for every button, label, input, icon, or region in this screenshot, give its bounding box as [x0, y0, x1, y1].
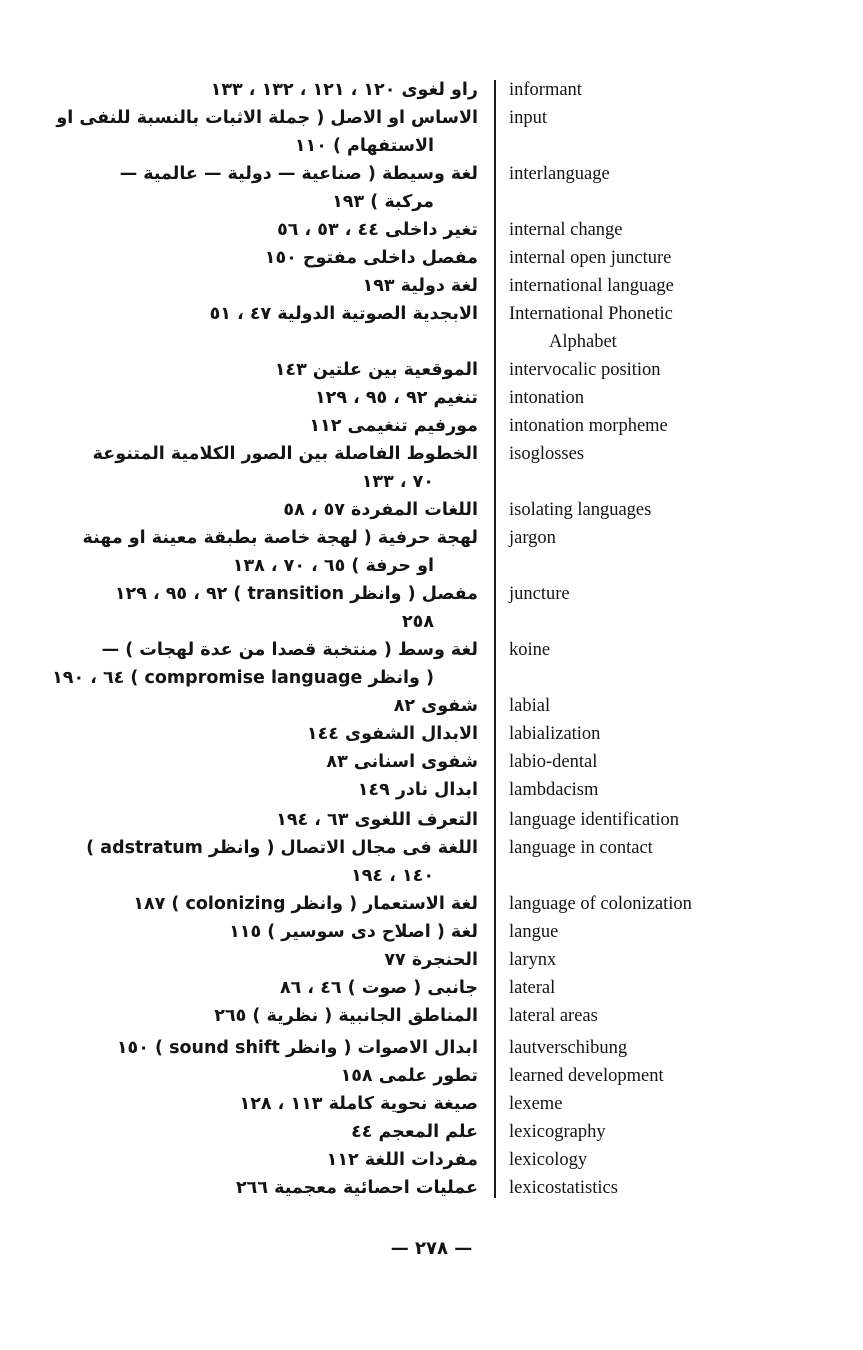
index-entry — [0, 244, 863, 272]
page-number: — ٢٧٨ — — [390, 1238, 473, 1259]
arabic-definition: الاساس او الاصل ( جملة الاثبات بالنسبة للنفى او — [56, 108, 478, 128]
index-entry-continuation — [0, 664, 863, 692]
index-entry — [0, 356, 863, 384]
index-entry — [0, 76, 863, 104]
english-term: larynx — [509, 950, 557, 970]
index-entry — [0, 918, 863, 946]
index-entry — [0, 636, 863, 664]
arabic-definition: مفصل داخلى مفتوح ١٥٠ — [264, 248, 478, 268]
english-term: jargon — [509, 528, 556, 548]
index-entry — [0, 412, 863, 440]
english-term: informant — [509, 80, 582, 100]
arabic-definition: لغة وسيطة ( صناعية — دولية — عالمية — — [119, 164, 478, 184]
arabic-definition: شفوى اسنانى ٨٣ — [326, 752, 478, 772]
english-term: lateral — [509, 978, 556, 998]
arabic-definition: ١٤٠ ، ١٩٤ — [351, 866, 434, 886]
arabic-definition: مورفيم تنغيمى ١١٢ — [309, 416, 478, 436]
english-term: input — [509, 108, 548, 128]
english-term: lateral areas — [509, 1006, 598, 1026]
arabic-definition: تطور علمى ١٥٨ — [340, 1066, 478, 1086]
index-entry — [0, 748, 863, 776]
index-entry-continuation — [0, 468, 863, 496]
english-term: labio-dental — [509, 752, 598, 772]
index-entry-continuation — [0, 188, 863, 216]
arabic-definition: التعرف اللغوى ٦٣ ، ١٩٤ — [276, 810, 478, 830]
arabic-definition: ٢٥٨ — [401, 612, 434, 632]
arabic-definition: صيغة نحوية كاملة ١١٣ ، ١٢٨ — [239, 1094, 478, 1114]
index-entry-continuation — [0, 132, 863, 160]
index-entry — [0, 1090, 863, 1118]
arabic-definition: تغير داخلى ٤٤ ، ٥٣ ، ٥٦ — [277, 220, 478, 240]
arabic-definition: جانبى ( صوت ) ٤٦ ، ٨٦ — [279, 978, 478, 998]
index-entry — [0, 1062, 863, 1090]
english-term: intervocalic position — [509, 360, 661, 380]
english-term: lexicology — [509, 1150, 588, 1170]
arabic-definition: المناطق الجانبية ( نظرية ) ٢٦٥ — [214, 1006, 478, 1026]
english-term: learned development — [509, 1066, 664, 1086]
english-term: intonation morpheme — [509, 416, 668, 436]
english-term: langue — [509, 922, 559, 942]
english-term: koine — [509, 640, 551, 660]
arabic-definition: الخطوط الفاصلة بين الصور الكلامية المتنوعة — [92, 444, 478, 464]
index-entry — [0, 776, 863, 804]
english-term: international language — [509, 276, 674, 296]
arabic-definition: الحنجرة ٧٧ — [384, 950, 478, 970]
english-term: International Phonetic — [509, 304, 673, 324]
index-entry — [0, 440, 863, 468]
english-term: intonation — [509, 388, 585, 408]
arabic-definition: مفردات اللغة ١١٢ — [326, 1150, 478, 1170]
index-entry — [0, 1034, 863, 1062]
index-entry-continuation — [0, 552, 863, 580]
arabic-definition: الابدال الشفوى ١٤٤ — [306, 724, 478, 744]
index-entry-continuation — [0, 862, 863, 890]
arabic-definition: لغة دولية ١٩٣ — [362, 276, 478, 296]
english-term: labial — [509, 696, 551, 716]
english-term-continuation: Alphabet — [549, 332, 617, 352]
english-term: lexeme — [509, 1094, 563, 1114]
arabic-definition: ابدال الاصوات ( وانظر sound shift ) ١٥٠ — [116, 1038, 478, 1058]
index-entry — [0, 720, 863, 748]
arabic-definition: اللغة فى مجال الاتصال ( وانظر adstratum ) — [86, 838, 478, 858]
arabic-definition: لغة ( اصلاح دى سوسير ) ١١٥ — [229, 922, 478, 942]
arabic-definition: اللغات المفردة ٥٧ ، ٥٨ — [283, 500, 478, 520]
english-term: labialization — [509, 724, 601, 744]
index-entry — [0, 496, 863, 524]
arabic-definition: عمليات احصائية معجمية ٢٦٦ — [235, 1178, 478, 1198]
index-entry — [0, 946, 863, 974]
arabic-definition: ٧٠ ، ١٣٣ — [361, 472, 434, 492]
arabic-definition: شفوى ٨٢ — [393, 696, 478, 716]
english-term: lambdacism — [509, 780, 599, 800]
index-entry — [0, 1002, 863, 1030]
english-term: juncture — [509, 584, 570, 604]
english-term: isoglosses — [509, 444, 585, 464]
arabic-definition: ( وانظر compromise language ) ٦٤ ، ١٩٠ — [52, 668, 434, 688]
arabic-definition: او حرفة ) ٦٥ ، ٧٠ ، ١٣٨ — [232, 556, 434, 576]
arabic-definition: لهجة حرفية ( لهجة خاصة بطبقة معينة او مهنة — [82, 528, 478, 548]
english-term: language identification — [509, 810, 680, 830]
arabic-definition: لغة الاستعمار ( وانظر colonizing ) ١٨٧ — [133, 894, 478, 914]
index-entry — [0, 300, 863, 328]
arabic-definition: راو لغوى ١٢٠ ، ١٢١ ، ١٣٢ ، ١٣٣ — [210, 80, 478, 100]
arabic-definition: لغة وسط ( منتخبة قصدا من عدة لهجات ) — — [101, 640, 478, 660]
index-entry — [0, 834, 863, 862]
index-entry — [0, 160, 863, 188]
english-term: internal change — [509, 220, 623, 240]
column-divider — [494, 80, 496, 1198]
arabic-definition: الابجدية الصوتية الدولية ٤٧ ، ٥١ — [209, 304, 478, 324]
arabic-definition: علم المعجم ٤٤ — [351, 1122, 478, 1142]
arabic-definition: الموقعية بين علتين ١٤٣ — [274, 360, 478, 380]
index-entry — [0, 216, 863, 244]
index-entry — [0, 580, 863, 608]
index-entry — [0, 1146, 863, 1174]
index-entry — [0, 104, 863, 132]
index-entry — [0, 890, 863, 918]
index-entry — [0, 1118, 863, 1146]
english-term: internal open juncture — [509, 248, 672, 268]
index-entry — [0, 272, 863, 300]
index-entry-continuation — [0, 608, 863, 636]
index-entry — [0, 692, 863, 720]
index-entry — [0, 1174, 863, 1202]
arabic-definition: مركبة ) ١٩٣ — [332, 192, 434, 212]
arabic-definition: مفصل ( وانظر transition ) ٩٢ ، ٩٥ ، ١٢٩ — [114, 584, 478, 604]
index-entry-continuation — [0, 328, 863, 356]
arabic-definition: الاستفهام ) ١١٠ — [294, 136, 434, 156]
index-entry — [0, 384, 863, 412]
english-term: isolating languages — [509, 500, 652, 520]
english-term: language in contact — [509, 838, 653, 858]
index-entry — [0, 806, 863, 834]
english-term: lautverschibung — [509, 1038, 628, 1058]
english-term: lexicostatistics — [509, 1178, 618, 1198]
index-entry — [0, 524, 863, 552]
arabic-definition: تنغيم ٩٢ ، ٩٥ ، ١٢٩ — [314, 388, 478, 408]
english-term: lexicography — [509, 1122, 606, 1142]
arabic-definition: ابدال نادر ١٤٩ — [357, 780, 478, 800]
english-term: interlanguage — [509, 164, 610, 184]
index-entry — [0, 974, 863, 1002]
english-term: language of colonization — [509, 894, 692, 914]
